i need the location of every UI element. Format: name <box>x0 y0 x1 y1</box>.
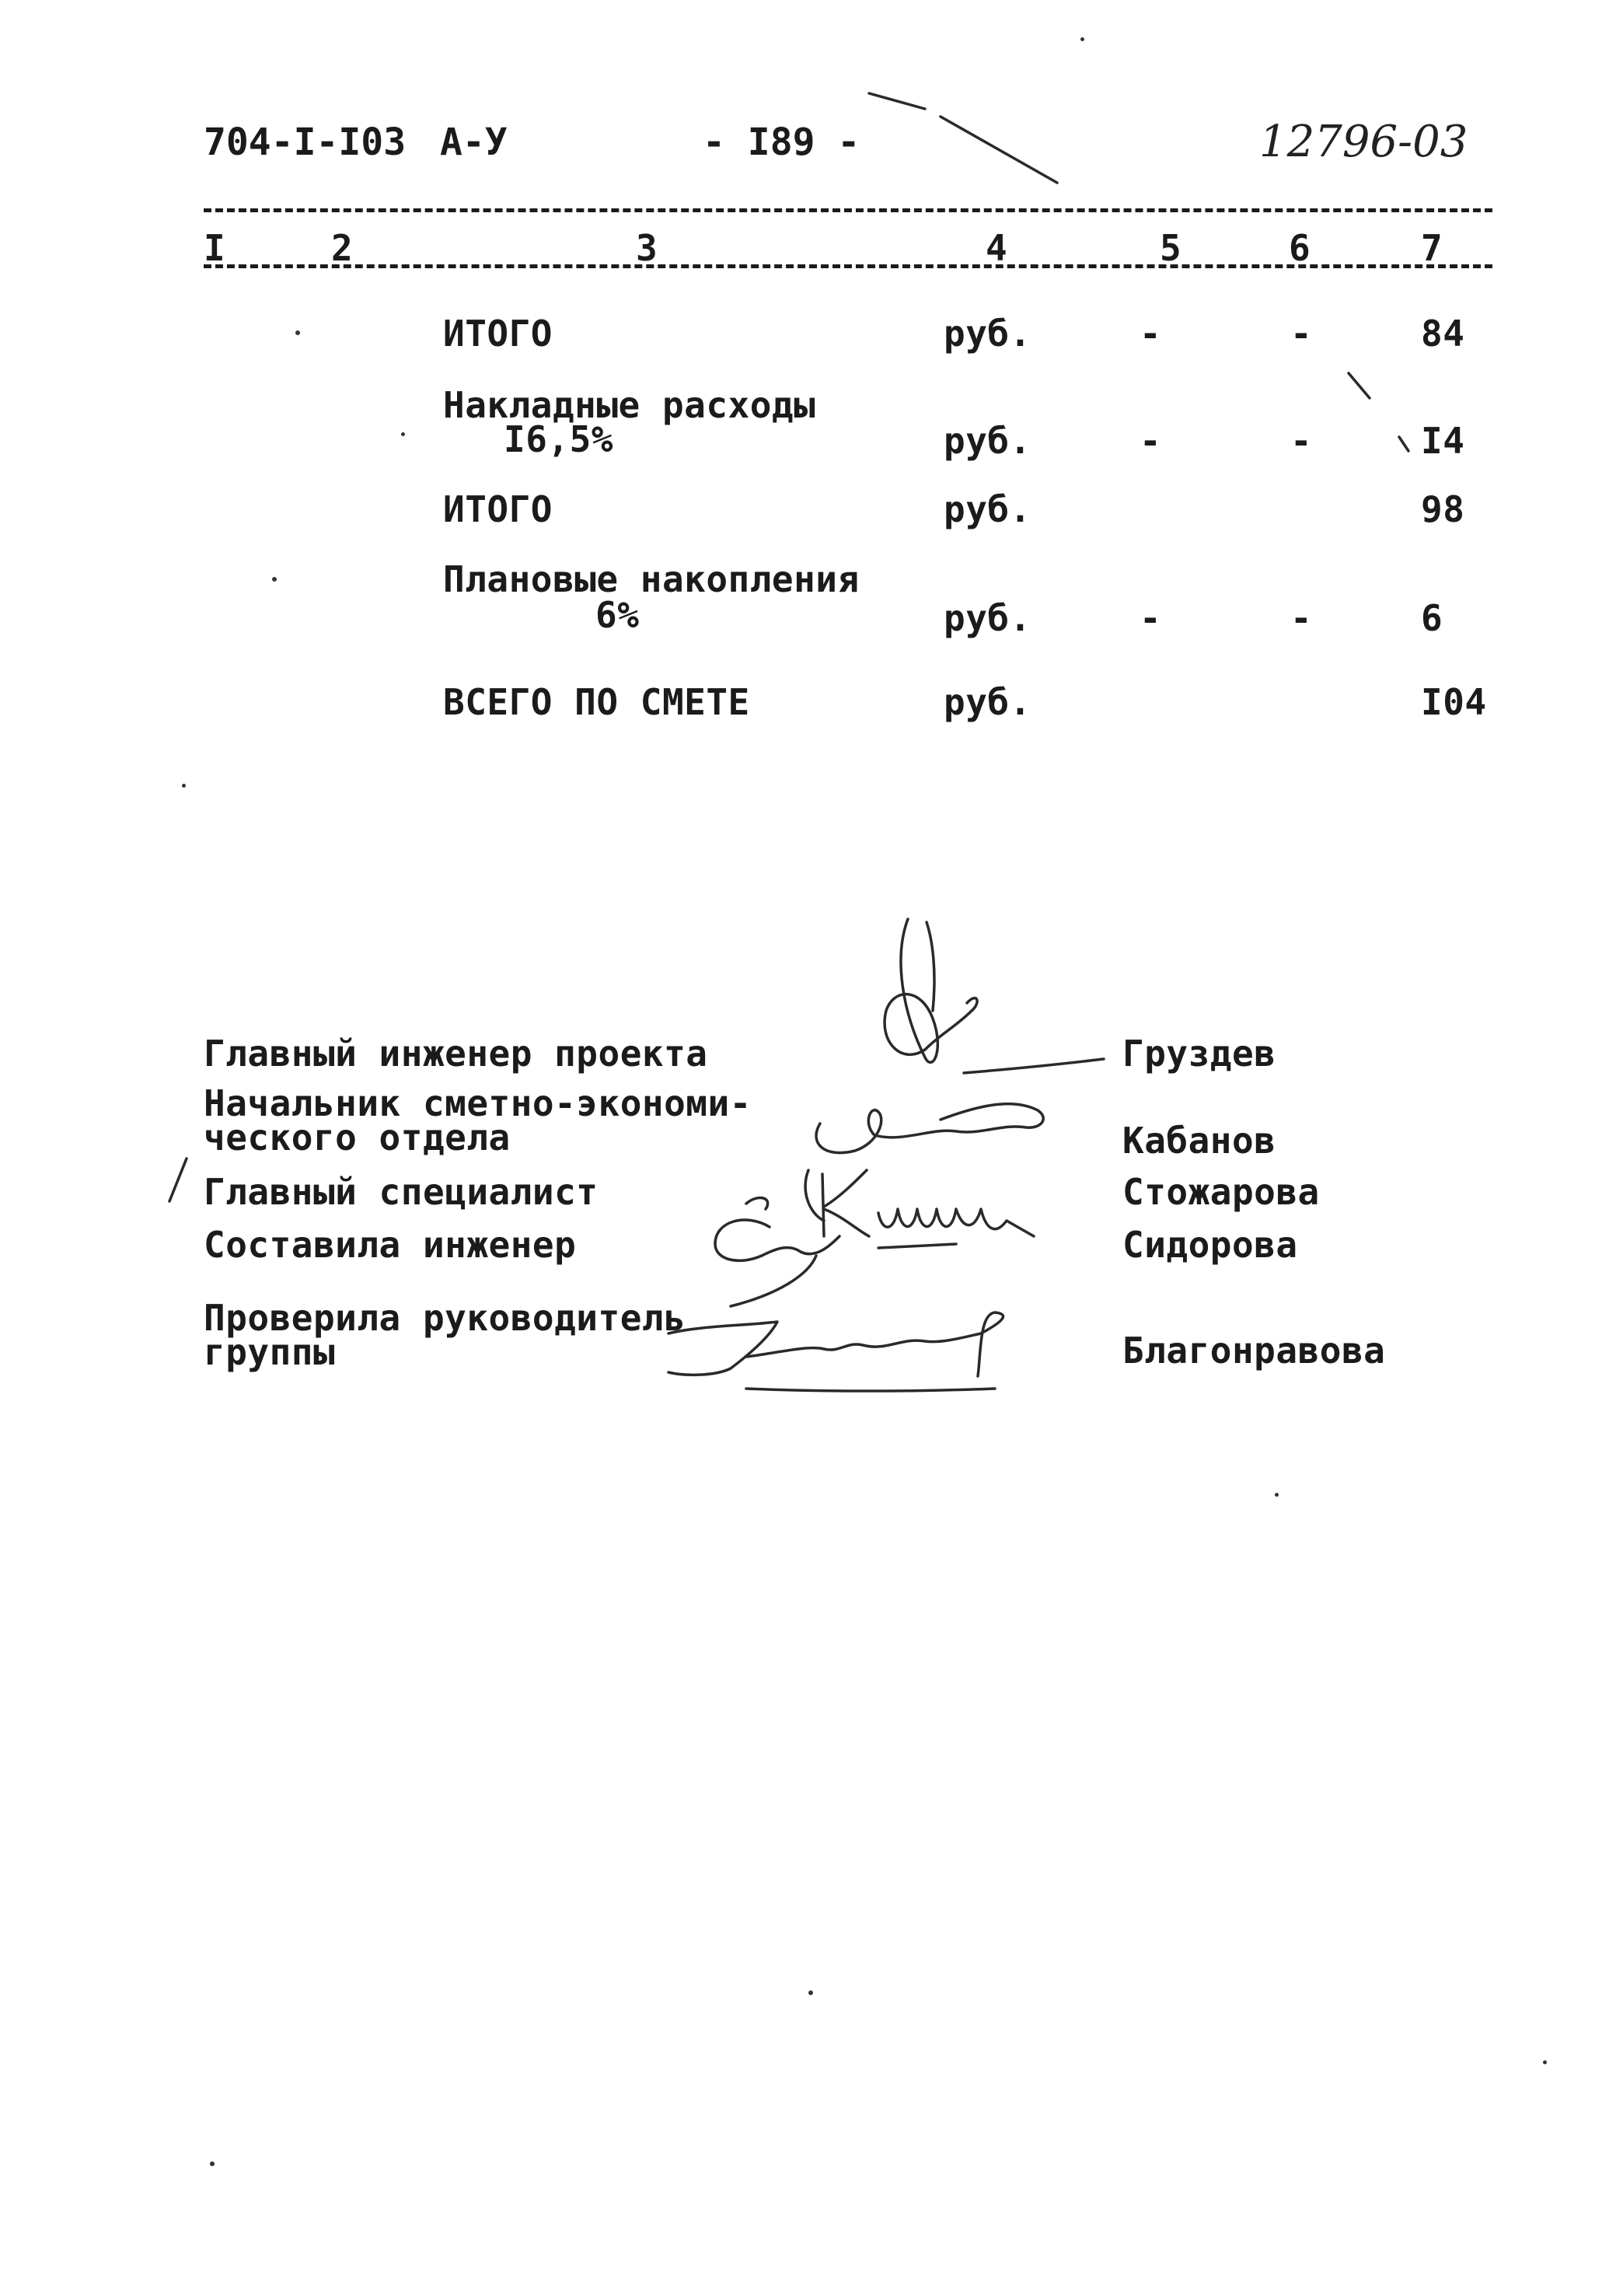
signatory-name: Кабанов <box>1122 1120 1276 1162</box>
scan-speck <box>1275 1493 1279 1497</box>
scan-speck <box>1543 2060 1547 2064</box>
scan-speck <box>210 2161 215 2166</box>
row-col5: - <box>1140 420 1162 462</box>
signature-role: Проверила руководитель <box>204 1297 686 1339</box>
row-col5: - <box>1140 597 1162 639</box>
scan-speck <box>272 577 277 582</box>
scan-speck <box>295 330 300 335</box>
page-number: - I89 - <box>703 121 860 164</box>
column-header-7: 7 <box>1421 227 1443 269</box>
row-label: ИТОГО <box>443 488 553 530</box>
row-total: 84 <box>1421 313 1465 355</box>
column-header-3: 3 <box>636 227 658 269</box>
column-header-6: 6 <box>1289 227 1311 269</box>
signature-role: Начальник сметно-экономи- <box>204 1082 752 1124</box>
column-header-1: I <box>204 227 225 269</box>
row-col6: - <box>1290 420 1313 462</box>
scan-speck <box>808 1990 813 1995</box>
row-col6: - <box>1290 313 1313 355</box>
signatory-name: Груздев <box>1122 1033 1276 1075</box>
signature-role-cont: ческого отдела <box>204 1117 511 1158</box>
row-total: 98 <box>1421 488 1465 530</box>
column-header-2: 2 <box>331 227 353 269</box>
handwritten-number: 12796-03 <box>1259 117 1468 167</box>
column-header-4: 4 <box>986 227 1007 269</box>
signatory-name: Стожарова <box>1122 1171 1320 1213</box>
row-label: ИТОГО <box>443 313 553 355</box>
row-unit: руб. <box>944 681 1031 723</box>
row-label: ВСЕГО ПО СМЕТЕ <box>443 681 750 723</box>
row-total: I4 <box>1421 420 1465 462</box>
row-col5: - <box>1140 313 1162 355</box>
signatory-name: Сидорова <box>1122 1224 1298 1266</box>
row-unit: руб. <box>944 488 1031 530</box>
signature-role: Главный специалист <box>204 1171 599 1213</box>
signatory-name: Благонравова <box>1122 1330 1386 1372</box>
row-total: 6 <box>1421 597 1443 639</box>
scan-speck <box>401 432 405 436</box>
row-total: I04 <box>1421 681 1487 723</box>
row-label-detail: I6,5% <box>504 418 613 460</box>
scan-speck <box>182 784 186 788</box>
row-label-detail: 6% <box>595 594 640 636</box>
row-label: Плановые накопления <box>443 558 860 600</box>
row-label: Накладные расходы <box>443 384 816 426</box>
row-unit: руб. <box>944 313 1031 355</box>
row-col6: - <box>1290 597 1313 639</box>
column-header-5: 5 <box>1160 227 1181 269</box>
scan-speck <box>1080 37 1084 41</box>
signature-role-cont: группы <box>204 1331 336 1373</box>
signature-role: Главный инженер проекта <box>204 1033 708 1075</box>
document-code: 704-I-I03 <box>204 121 407 164</box>
row-unit: руб. <box>944 597 1031 639</box>
row-unit: руб. <box>944 420 1031 462</box>
signature-role: Составила инженер <box>204 1224 577 1266</box>
document-suffix: А-У <box>440 121 508 164</box>
